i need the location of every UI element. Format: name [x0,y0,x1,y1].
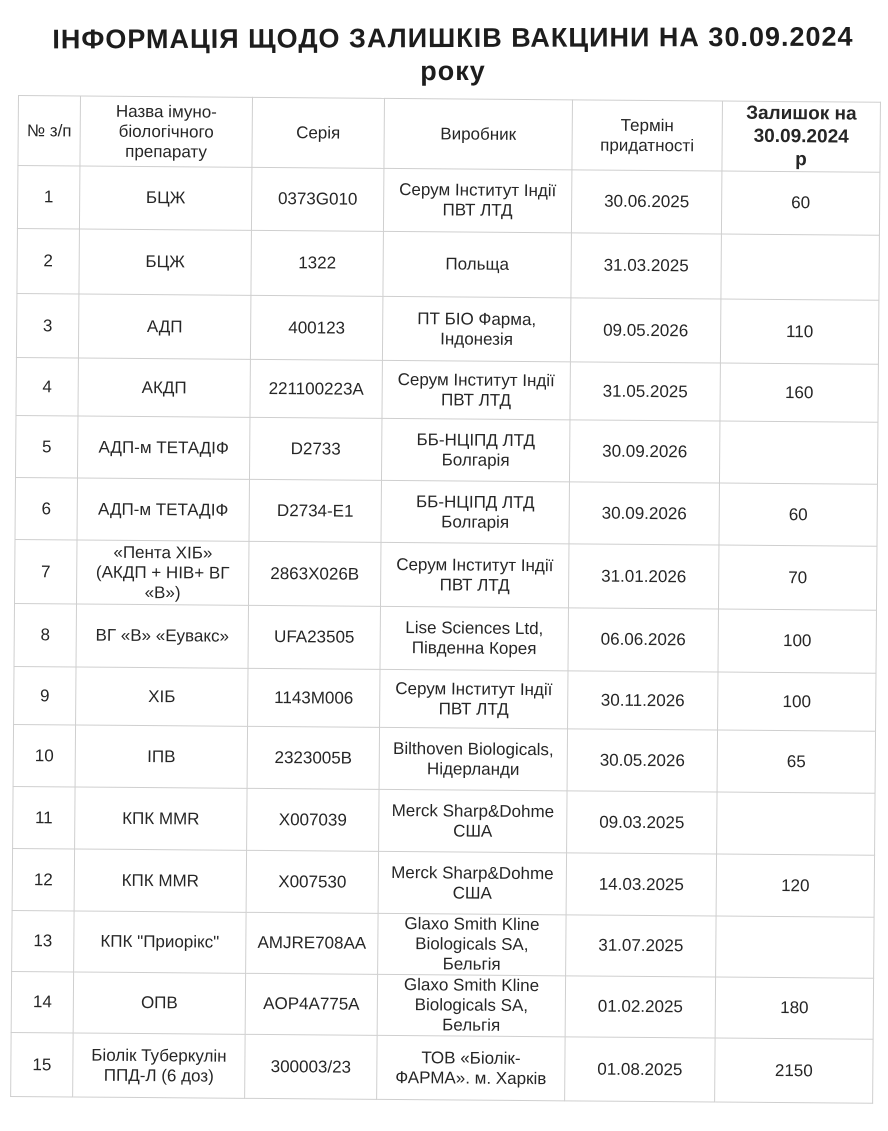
cell-remainder: 110 [720,299,878,364]
cell-series: 2863X026B [248,541,380,606]
cell-remainder [719,421,877,484]
cell-series: X007530 [246,850,378,913]
cell-expiry: 01.08.2025 [565,1037,715,1102]
table-row [11,1032,873,1103]
cell-remainder: 100 [718,672,876,731]
cell-expiry: 31.03.2025 [571,233,722,299]
cell-num: 10 [13,724,75,786]
table-row [12,910,874,978]
cell-series: 1143M006 [248,668,380,727]
cell-expiry: 09.03.2025 [567,791,717,854]
cell-remainder: 60 [719,483,877,546]
header-expiry: Термін придатності [572,100,723,171]
cell-manufacturer: ББ-НЦІПД ЛТД Болгарія [381,480,569,543]
cell-series: AOP4A775A [245,973,377,1035]
cell-series: 0373G010 [251,167,383,231]
cell-manufacturer: Польща [383,231,572,297]
header-remainder: Залишок на 30.09.2024 р [722,101,881,172]
cell-manufacturer: Серум Інститут Індії ПВТ ЛТД [383,168,571,232]
cell-remainder: 120 [716,854,874,917]
cell-expiry: 30.11.2026 [568,671,718,730]
header-series: Серія [252,97,385,168]
cell-name: БЦЖ [79,166,251,230]
cell-manufacturer: Серум Інститут Індії ПВТ ЛТД [380,669,568,728]
vaccine-stock-table [10,95,881,1104]
cell-name: КПК MMR [74,849,246,912]
cell-num: 9 [14,666,76,724]
cell-series: D2733 [249,417,381,480]
cell-name: ХІБ [76,667,248,726]
cell-manufacturer: ББ-НЦІПД ЛТД Болгарія [381,418,569,481]
cell-manufacturer: ТОВ «Біолік- ФАРМА». м. Харків [377,1035,565,1100]
cell-remainder [717,792,875,855]
cell-manufacturer: Merck Sharp&Dohme США [379,789,567,852]
table-row [14,603,876,673]
table-row [15,539,877,610]
cell-series: UFA23505 [248,605,380,669]
cell-manufacturer: Серум Інститут Індії ПВТ ЛТД [382,360,570,419]
cell-num: 4 [16,357,78,415]
cell-manufacturer: Glaxo Smith Kline Biologicals SA, Бельгія [377,974,565,1036]
table-row [14,666,876,731]
cell-expiry: 31.07.2025 [566,915,716,977]
cell-manufacturer: Merck Sharp&Dohme США [378,851,566,914]
cell-name: Біолік Туберкулін ППД-Л (6 доз) [73,1033,245,1098]
cell-remainder: 70 [718,545,876,610]
cell-name: ІПВ [75,725,247,788]
cell-remainder [721,234,880,300]
cell-num: 8 [14,603,76,666]
cell-num: 7 [15,539,78,603]
cell-name: КПК "Приорікс" [74,911,246,973]
cell-manufacturer: ПТ БІО Фарма, Індонезія [382,296,570,361]
cell-num: 12 [12,848,74,910]
cell-expiry: 30.09.2026 [569,482,719,545]
cell-num: 14 [11,971,73,1032]
cell-num: 1 [17,166,79,229]
header-name: Назва імуно- біологічного препарату [80,96,253,167]
table-row [15,477,877,546]
cell-series: 400123 [250,295,382,360]
table-row [16,357,878,422]
cell-series: 1322 [251,230,384,296]
cell-expiry: 30.09.2026 [569,420,719,483]
header-num: № з/п [18,96,81,166]
table-row [13,724,875,793]
cell-series: 300003/23 [245,1034,377,1099]
cell-expiry: 01.02.2025 [565,976,715,1038]
cell-expiry: 31.01.2026 [568,544,718,609]
cell-remainder: 160 [720,363,878,422]
cell-remainder: 60 [721,171,879,235]
table-row [15,415,877,484]
cell-name: АКДП [78,358,250,417]
cell-manufacturer: Glaxo Smith Kline Biologicals SA, Бельгія [378,913,566,975]
cell-num: 5 [15,415,77,477]
cell-expiry: 06.06.2026 [568,608,718,672]
cell-num: 11 [13,786,75,848]
cell-remainder: 65 [717,730,875,793]
cell-remainder: 100 [718,609,876,673]
document-title: ІНФОРМАЦІЯ ЩОДО ЗАЛИШКІВ ВАКЦИНИ НА 30.09.2024 року [52,21,854,87]
cell-expiry: 30.06.2025 [571,170,721,234]
cell-series: 2323005B [247,726,379,789]
cell-expiry: 31.05.2025 [570,362,720,421]
cell-series: AMJRE708AA [246,912,378,974]
cell-name: АДП-м ТЕТАДІФ [77,478,249,541]
cell-expiry: 30.05.2026 [567,729,717,792]
cell-remainder: 180 [715,977,873,1039]
cell-series: 221100223A [250,359,382,418]
cell-num: 3 [16,293,79,357]
table-row [11,971,873,1039]
cell-num: 13 [12,910,74,971]
table-row [13,786,875,855]
cell-name: ОПВ [73,972,245,1034]
table-row [17,166,879,236]
table-header-row [18,96,881,173]
header-manufacturer: Виробник [384,98,573,169]
cell-name: БЦЖ [79,229,252,295]
cell-num: 6 [15,477,77,539]
cell-num: 2 [17,228,80,293]
cell-name: ВГ «В» «Еувакс» [76,604,248,668]
cell-name: «Пента ХІБ» (АКДП + НІВ+ ВГ «В») [77,540,249,605]
cell-expiry: 14.03.2025 [566,853,716,916]
cell-num: 15 [11,1032,74,1096]
cell-manufacturer: Bilthoven Biologicals, Нідерланди [379,727,567,790]
cell-name: АДП [78,294,250,359]
cell-remainder [716,916,874,978]
cell-manufacturer: Lise Sciences Ltd, Південна Корея [380,606,568,670]
cell-remainder: 2150 [715,1038,873,1103]
cell-manufacturer: Серум Інститут Індії ПВТ ЛТД [380,542,568,607]
cell-series: D2734-E1 [249,479,381,542]
cell-expiry: 09.05.2026 [570,298,720,363]
table-row [17,228,879,300]
table-row [16,293,878,364]
cell-name: КПК MMR [75,787,247,850]
cell-series: X007039 [247,788,379,851]
cell-name: АДП-м ТЕТАДІФ [77,416,249,479]
table-row [12,848,874,917]
